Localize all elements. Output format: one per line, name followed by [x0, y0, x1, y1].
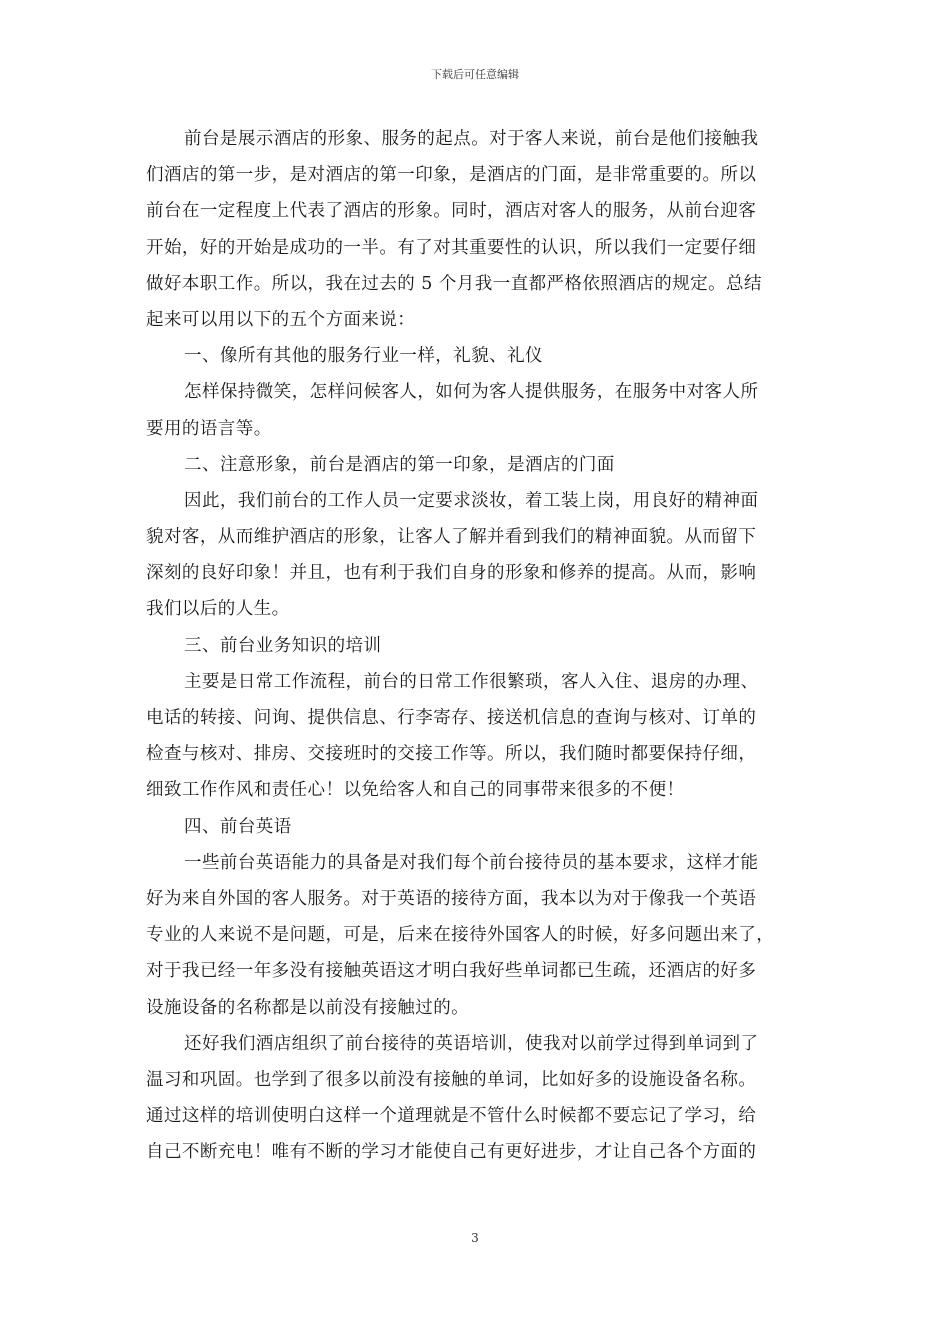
text-line: 细致工作作风和责任心！以免给客人和自己的同事带来很多的不便！ — [146, 780, 685, 801]
text-line: 做好本职工作。所以，我在过去的 5 个月我一直都严格依照酒店的规定。总结 — [146, 273, 762, 294]
text-line: 前台在一定程度上代表了酒店的形象。同时，酒店对客人的服务，从前台迎客 — [146, 201, 757, 222]
text-line: 主要是日常工作流程，前台的日常工作很繁琐，客人入住、退房的办理、 — [184, 671, 759, 692]
page-number: 3 — [471, 1231, 479, 1245]
text-line: 我们以后的人生。 — [146, 599, 290, 620]
document-body — [146, 121, 826, 1170]
text-line: 前台是展示酒店的形象、服务的起点。对于客人来说，前台是他们接触我 — [184, 129, 759, 149]
text-line: 好为来自外国的客人服务。对于英语的接待方面，我本以为对于像我一个英语 — [146, 888, 757, 909]
text-line: 开始，好的开始是成功的一半。有了对其重要性的认识，所以我们一定要仔细 — [146, 237, 757, 258]
text-line: 一、像所有其他的服务行业一样，礼貌、礼仪 — [184, 346, 543, 367]
text-line: 温习和巩固。也学到了很多以前没有接触的单词，比如好多的设施设备名称。 — [146, 1069, 757, 1090]
text-line: 通过这样的培训使明白这样一个道理就是不管什么时候都不要忘记了学习，给 — [146, 1106, 757, 1127]
text-line: 一些前台英语能力的具备是对我们每个前台接待员的基本要求，这样才能 — [184, 852, 759, 873]
text-line: 电话的转接、问询、提供信息、行李寄存、接送机信息的查询与核对、订单的 — [146, 708, 757, 728]
text-line: 二、注意形象，前台是酒店的第一印象，是酒店的门面 — [184, 454, 615, 475]
text-line: 设施设备的名称都是以前没有接触过的。 — [146, 997, 470, 1018]
text-line: 四、前台英语 — [184, 816, 292, 837]
text-line: 三、前台业务知识的培训 — [184, 635, 382, 656]
text-line: 自己不断充电！唯有不断的学习才能使自己有更好进步，才让自己各个方面的 — [146, 1142, 757, 1163]
text-line: 起来可以用以下的五个方面来说： — [146, 309, 416, 330]
text-line: 还好我们酒店组织了前台接待的英语培训，使我对以前学过得到单词到了 — [184, 1033, 759, 1054]
text-line: 对于我已经一年多没有接触英语这才明白我好些单词都已生疏，还酒店的好多 — [146, 961, 757, 982]
text-line: 因此，我们前台的工作人员一定要求淡妆，着工装上岗，用良好的精神面 — [184, 490, 759, 511]
text-line: 貌对客，从而维护酒店的形象，让客人了解并看到我们的精神面貌。从而留下 — [146, 527, 757, 548]
text-line: 要用的语言等。 — [146, 418, 272, 439]
text-line: 专业的人来说不是问题，可是，后来在接待外国客人的时候，好多问题出来了， — [146, 925, 775, 946]
text-line: 深刻的良好印象！并且，也有利于我们自身的形象和修养的提高。从而，影响 — [146, 563, 757, 584]
text-line: 们酒店的第一步，是对酒店的第一印象，是酒店的门面，是非常重要的。所以 — [146, 165, 757, 186]
page-header: 下载后可任意编辑 — [431, 68, 519, 81]
text-line: 检查与核对、排房、交接班时的交接工作等。所以，我们随时都要保持仔细， — [146, 744, 757, 765]
text-line: 怎样保持微笑，怎样问候客人，如何为客人提供服务，在服务中对客人所 — [184, 382, 759, 403]
